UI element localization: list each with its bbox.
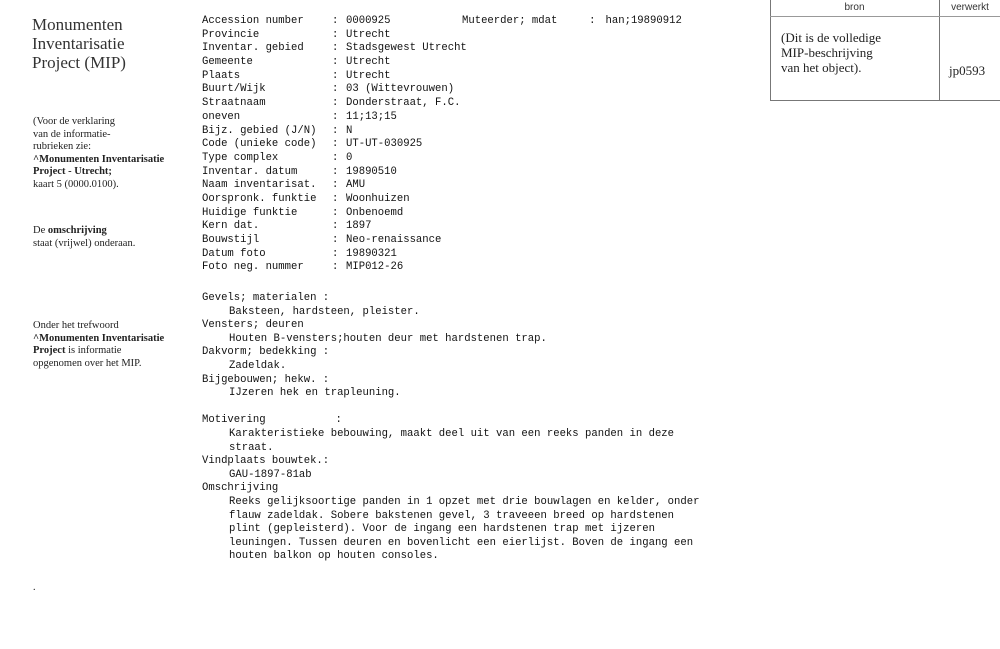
field-value: 1897 (346, 220, 372, 233)
bron-cell (781, 30, 931, 75)
field-value: Stadsgewest Utrecht (346, 42, 467, 55)
field-value: AMU (346, 179, 366, 192)
note-text: is informatie (65, 345, 122, 356)
field-value: Utrecht (346, 56, 391, 69)
field-row (202, 15, 467, 29)
mip-title-line-3: Project (MIP) (32, 53, 126, 72)
field-label: Foto neg. nummer (202, 261, 304, 274)
note-line: Onder het trefwoord (33, 320, 119, 331)
material-section-body: Houten B-vensters;houten deur met hardstenen trap. (229, 332, 547, 345)
field-row (202, 193, 467, 207)
field-label: Bijz. gebied (J/N) (202, 124, 317, 137)
motivering-section (202, 414, 762, 455)
field-label: Datum foto (202, 247, 266, 260)
bron-line: van het object). (781, 60, 862, 75)
field-value: Donderstraat, F.C. (346, 97, 461, 110)
field-label: Type complex (202, 151, 279, 164)
field-separator: : (332, 138, 339, 151)
field-separator: : (332, 69, 339, 82)
material-section-body: Baksteen, hardsteen, pleister. (229, 305, 420, 318)
field-separator: : (332, 97, 339, 110)
field-value: 0 (346, 151, 353, 164)
field-value: Woonhuizen (346, 192, 410, 205)
omschrijving-section (202, 482, 762, 564)
field-label: oneven (202, 110, 241, 123)
muteerder-sep: : (589, 15, 596, 27)
field-label: Buurt/Wijk (202, 83, 266, 96)
description-sections (202, 292, 762, 564)
field-row (202, 138, 467, 152)
field-separator: : (332, 220, 339, 233)
material-section (202, 319, 762, 346)
omschrijving-head: Omschrijving (202, 482, 279, 495)
note-line: (Voor de verklaring (33, 116, 116, 127)
field-separator: : (332, 234, 339, 246)
field-label: Oorspronk. funktie (202, 192, 317, 205)
field-value: 19890321 (346, 247, 397, 260)
field-row (202, 70, 467, 84)
field-separator: : (332, 206, 339, 219)
material-section-body: IJzeren hek en trapleuning. (229, 387, 401, 400)
note-line: staat (vrijwel) onderaan. (33, 237, 136, 249)
field-row (202, 248, 467, 262)
note-reference-bold: ^Monumenten Inventarisatie (33, 332, 165, 344)
note-bold: omschrijving (47, 225, 107, 236)
field-separator: : (332, 247, 339, 260)
field-label: Inventar. datum (202, 165, 298, 178)
field-value: 03 (Wittevrouwen) (346, 83, 455, 96)
field-row (202, 29, 467, 43)
material-section-head: Vensters; deuren (202, 319, 304, 332)
vindplaats-section (202, 455, 762, 482)
note-line: van de informatie- (33, 128, 111, 140)
field-value: MIP012-26 (346, 261, 404, 274)
field-label: Gemeente (202, 56, 253, 69)
field-row (202, 125, 467, 139)
field-row (202, 207, 467, 221)
field-row (202, 166, 467, 180)
material-section-head: Gevels; materialen : (202, 292, 330, 304)
field-row (202, 179, 467, 193)
field-separator: : (332, 42, 339, 55)
field-row (202, 234, 467, 248)
note-line: opgenomen over het MIP. (33, 357, 142, 369)
field-value: Utrecht (346, 28, 391, 41)
verwerkt-cell: jp0593 (949, 63, 986, 78)
bron-header: bron (844, 2, 865, 13)
field-label: Provincie (202, 28, 260, 41)
field-separator: : (332, 56, 339, 69)
material-section (202, 374, 762, 401)
field-separator: : (332, 124, 339, 137)
material-section-body: Zadeldak. (229, 359, 287, 372)
note-line: rubrieken zie: (33, 141, 92, 152)
field-row (202, 42, 467, 56)
field-label: Inventar. gebied (202, 42, 304, 55)
field-value: 0000925 (346, 15, 391, 27)
muteerder-label: Muteerder; mdat (462, 15, 558, 27)
field-separator: : (332, 261, 339, 274)
note-reference-bold: Project (33, 345, 66, 356)
omschrijving-body: Reeks gelijksoortige panden in 1 opzet met drie bouwlagen en kelder, onder flauw zadeldak. Sobere bakstenen gevel, 3 traveeen breed op hardstenen plint (gepleisterd). Voor de ingang een hardstenen trap met ijzeren leuningen. Tussen deuren en bovenlicht een eierlijst. Boven de ingang een houten balkon op houten consoles. (229, 495, 700, 563)
stray-dot: . (33, 582, 36, 593)
field-label: Straatnaam (202, 97, 266, 110)
muteerder-value: han;19890912 (605, 15, 682, 27)
vindplaats-head: Vindplaats bouwtek.: (202, 455, 330, 468)
field-separator: : (332, 15, 339, 27)
material-section-head: Bijgebouwen; hekw. : (202, 373, 330, 386)
vindplaats-body: GAU-1897-81ab (229, 468, 312, 481)
bron-line: (Dit is de volledige (781, 30, 882, 45)
field-label: Naam inventarisat. (202, 179, 317, 192)
note-line: kaart 5 (0000.0100). (33, 178, 119, 190)
field-label: Huidige funktie (202, 206, 298, 219)
field-separator: : (332, 110, 339, 123)
field-label: Code (unieke code) (202, 138, 317, 151)
record-fields (202, 15, 467, 275)
field-row (202, 83, 467, 97)
field-value: Utrecht (346, 69, 391, 82)
materials-sections (202, 292, 762, 401)
field-value: Onbenoemd (346, 206, 404, 219)
note-verklaring (33, 116, 183, 191)
bron-verwerkt-table (770, 0, 1000, 101)
field-label: Bouwstijl (202, 234, 260, 246)
note-trefwoord (33, 320, 183, 370)
field-value: Neo-renaissance (346, 234, 442, 246)
field-row (202, 111, 467, 125)
mip-title-line-2: Inventarisatie (32, 34, 125, 53)
field-row (202, 152, 467, 166)
field-separator: : (332, 28, 339, 41)
note-omschrijving (33, 225, 183, 250)
motivering-head: Motivering : (202, 414, 342, 427)
field-separator: : (332, 83, 339, 96)
mip-title (32, 15, 182, 72)
muteerder-field (462, 15, 682, 29)
material-section (202, 292, 762, 319)
field-value: 19890510 (346, 165, 397, 178)
field-label: Kern dat. (202, 220, 260, 233)
material-section-head: Dakvorm; bedekking : (202, 346, 330, 359)
note-reference-bold: Project - Utrecht; (33, 166, 112, 177)
field-separator: : (332, 151, 339, 164)
field-separator: : (332, 192, 339, 205)
material-section (202, 346, 762, 373)
motivering-body: Karakteristieke bebouwing, maakt deel uit van een reeks panden in deze straat. (229, 427, 675, 454)
field-label: Accession number (202, 15, 304, 27)
field-row (202, 220, 467, 234)
note-text: De (33, 225, 48, 236)
field-separator: : (332, 165, 339, 178)
field-value: 11;13;15 (346, 110, 397, 123)
bron-line: MIP-beschrijving (781, 45, 873, 60)
mip-title-line-1: Monumenten (32, 15, 123, 34)
field-row (202, 97, 467, 111)
field-value: UT-UT-030925 (346, 138, 423, 151)
note-reference-bold: ^Monumenten Inventarisatie (33, 153, 165, 165)
field-separator: : (332, 179, 339, 192)
field-label: Plaats (202, 69, 241, 82)
field-row (202, 56, 467, 70)
verwerkt-header: verwerkt (951, 2, 989, 13)
field-row (202, 261, 467, 275)
field-value: N (346, 124, 353, 137)
